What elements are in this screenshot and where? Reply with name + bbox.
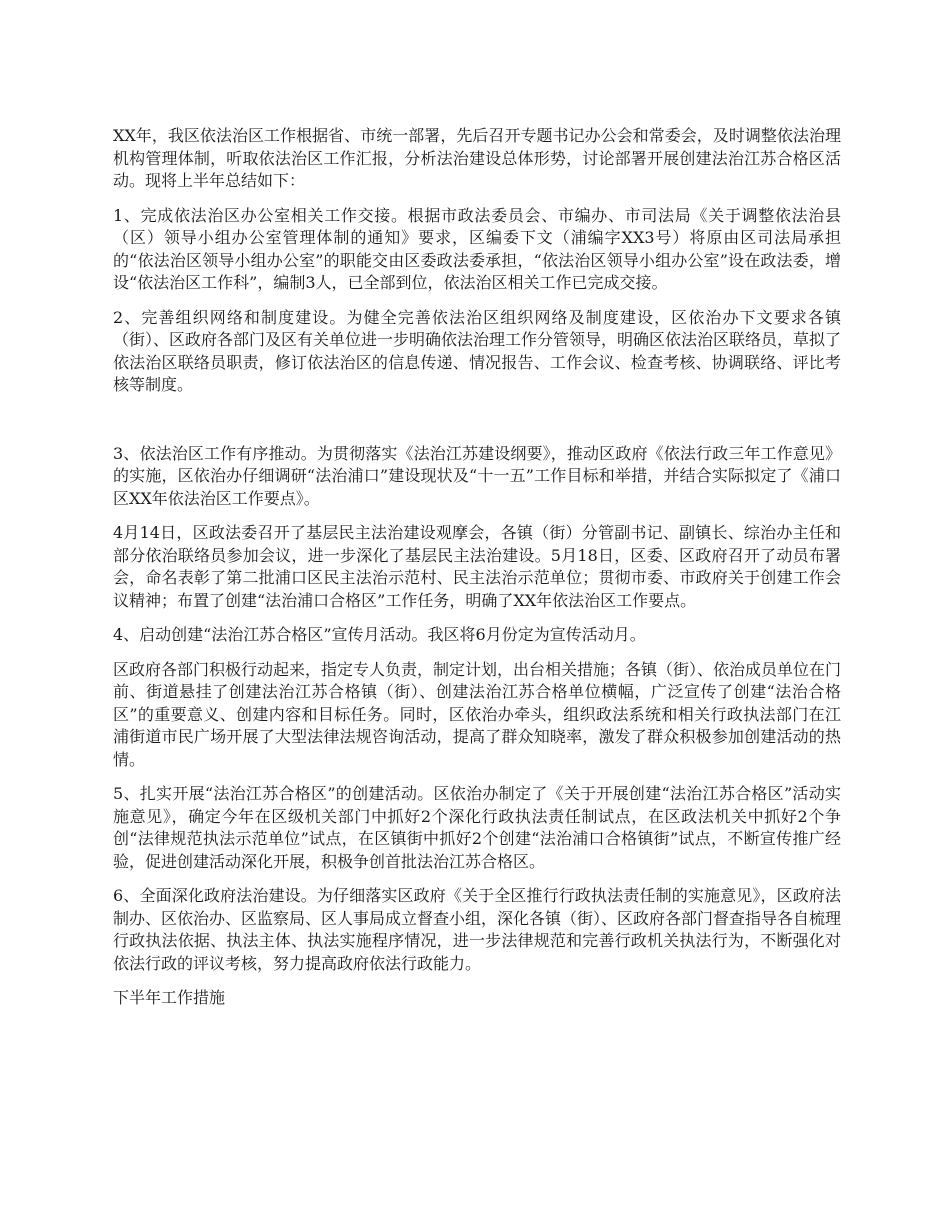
- item-4-paragraph: 4、启动创建“法治江苏合格区”宣传月活动。我区将6月份定为宣传活动月。: [113, 625, 646, 644]
- item-1-paragraph: 1、完成依法治区办公室相关工作交接。根据市政法委员会、市编办、市司法局《关于调整依法治县（区）领导小组办公室管理体制的通知》要求，区编委下文（浦编字XX3号）将原由区司法局承担的“依法治区领导小组办公室”的职能交由区委政法委承担，“依法治区领导小组办公室”设在政法委，增设“依法治区工作科”，编制3人，已全部到位，依法治区相关工作已完成交接。: [113, 205, 841, 292]
- item-5-paragraph: 5、扎实开展“法治江苏合格区”的创建活动。区依治办制定了《关于开展创建“法治江苏合格区”活动实施意见》，确定今年在区级机关部门中抓好2个深化行政执法责任制试点，在区政法机关中抓好2个争创“法律规范执法示范单位”试点，在区镇街中抓好2个创建“法治浦口合格镇街”试点，不断宣传推广经验，促进创建活动深化开展，积极争创首批法治江苏合格区。: [113, 784, 841, 871]
- document-body: [113, 125, 841, 1022]
- item-2-paragraph: 2、完善组织网络和制度建设。为健全完善依法治区组织网络及制度建设，区依治办下文要求各镇（街）、区政府各部门及区有关单位进一步明确依法治理工作分管领导，明确区依法治区联络员，草拟了依法治区联络员职责，修订依法治区的信息传递、情况报告、工作会议、检查考核、协调联络、评比考核等制度。: [113, 307, 842, 394]
- intro-paragraph: XX年，我区依法治区工作根据省、市统一部署，先后召开专题书记办公会和常委会，及时调整依法治理机构管理体制，听取依法治区工作汇报，分析法治建设总体形势，讨论部署开展创建法治江苏合格区活动。现将上半年总结如下：: [113, 126, 841, 190]
- item-4-detail-paragraph: 区政府各部门积极行动起来，指定专人负责，制定计划，出台相关措施；各镇（街）、依治成员单位在门前、街道悬挂了创建法治江苏合格镇（街）、创建法治江苏合格单位横幅，广泛宣传了创建“法治合格区”的重要意义、创建内容和目标任务。同时，区依治办牵头，组织政法系统和相关行政执法部门在江浦街道市民广场开展了大型法律法规咨询活动，提高了群众知晓率，激发了群众积极参加创建活动的热情。: [113, 659, 842, 769]
- blank-spacer: [113, 409, 841, 443]
- section-heading: 下半年工作措施: [113, 988, 226, 1007]
- item-6-paragraph: 6、全面深化政府法治建设。为仔细落实区政府《关于全区推行行政执法责任制的实施意见》，区政府法制办、区依治办、区监察局、区人事局成立督查小组，深化各镇（街）、区政府各部门督查指导各自梳理行政执法依据、执法主体、执法实施程序情况，进一步法律规范和完善行政机关执法行为，不断强化对依法行政的评议考核，努力提高政府依法行政能力。: [113, 886, 842, 973]
- item-3-paragraph: 3、依法治区工作有序推动。为贯彻落实《法治江苏建设纲要》，推动区政府《依法行政三年工作意见》的实施，区依治办仔细调研“法治浦口”建设现状及“十一五”工作目标和举措，并结合实际拟定了《浦口区XX年依法治区工作要点》。: [113, 443, 841, 508]
- item-3-detail-paragraph: 4月14日，区政法委召开了基层民主法治建设观摩会，各镇（街）分管副书记、副镇长、综治办主任和部分依治联络员参加会议，进一步深化了基层民主法治建设。5月18日，区委、区政府召开了动员布署会，命名表彰了第二批浦口区民主法治示范村、民主法治示范单位；贯彻市委、市政府关于创建工作会议精神；布置了创建“法治浦口合格区”工作任务，明确了XX年依法治区工作要点。: [113, 523, 841, 610]
